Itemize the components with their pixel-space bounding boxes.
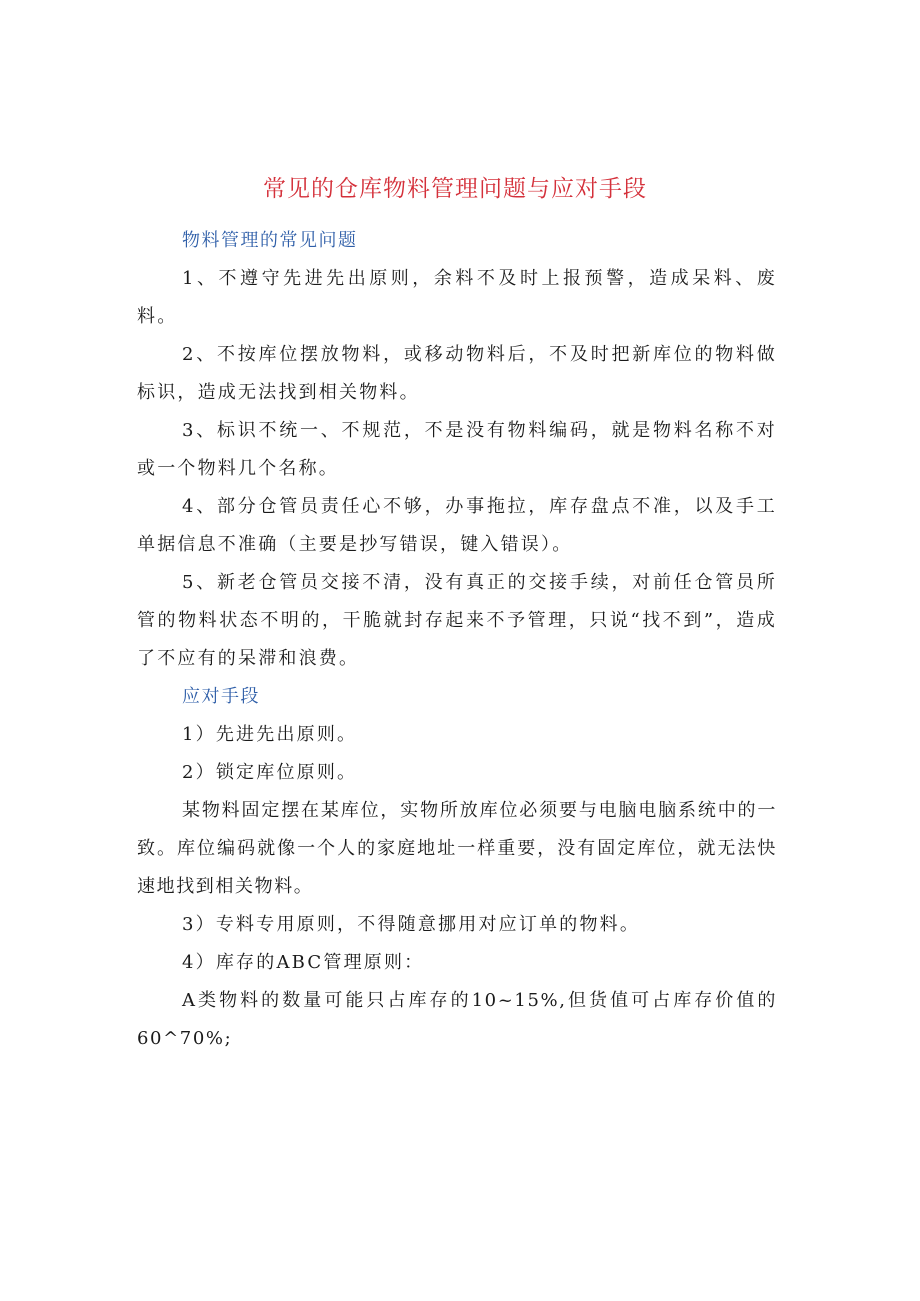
section-heading-solutions: 应对手段: [182, 686, 260, 707]
section-heading-problems: 物料管理的常见问题: [182, 230, 358, 251]
solution-item-2: 2）锁定库位原则。: [182, 762, 358, 783]
problem-item-5: 5、新老仓管员交接不清，没有真正的交接手续，对前任仓管员所管的物料状态不明的，干脆就封存起来不予管理，只说“找不到”，造成了不应有的呆滞和浪费。: [137, 572, 777, 669]
problem-item-1: 1、不遵守先进先出原则，余料不及时上报预警，造成呆料、废料。: [137, 268, 777, 327]
solution-item-2-detail: 某物料固定摆在某库位，实物所放库位必须要与电脑电脑系统中的一致。库位编码就像一个人的家庭地址一样重要，没有固定库位，就无法快速地找到相关物料。: [137, 800, 777, 897]
problem-item-4: 4、部分仓管员责任心不够，办事拖拉，库存盘点不准，以及手工单据信息不准确（主要是抄写错误，键入错误）。: [137, 496, 777, 555]
solution-item-3: 3）专料专用原则，不得随意挪用对应订单的物料。: [182, 914, 641, 935]
solution-item-4: 4）库存的ABC管理原则：: [182, 952, 425, 973]
document-body: [137, 222, 777, 1058]
document-title: 常见的仓库物料管理问题与应对手段: [263, 176, 647, 202]
problem-item-2: 2、不按库位摆放物料，或移动物料后，不及时把新库位的物料做标识，造成无法找到相关物料。: [137, 344, 777, 403]
problem-item-3: 3、标识不统一、不规范，不是没有物料编码，就是物料名称不对或一个物料几个名称。: [137, 420, 777, 479]
solution-item-4-detail: A类物料的数量可能只占库存的10~15%,但货值可占库存价值的60^70%;: [137, 990, 777, 1049]
solution-item-1: 1）先进先出原则。: [182, 724, 358, 745]
